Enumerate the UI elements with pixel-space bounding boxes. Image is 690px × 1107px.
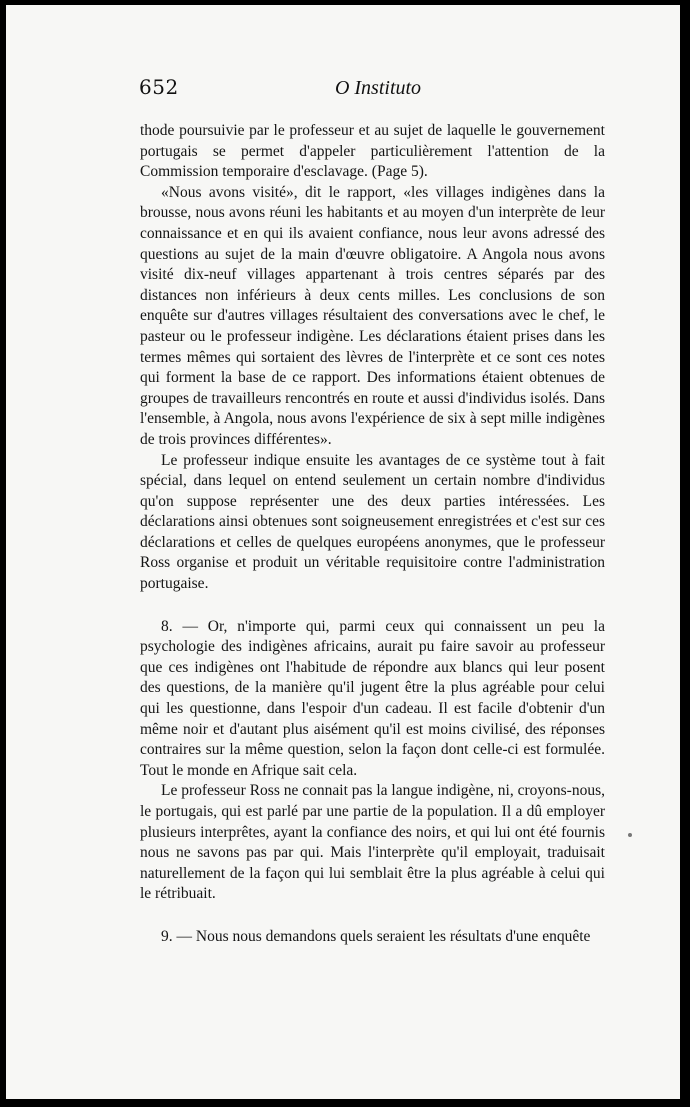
running-title: O Instituto [334,77,422,99]
paragraph-system-advantages: Le professeur indique ensuite les avantages de ce système tout à fait spécial, dans lequel on entend seulement un certain nombre d'individus qu'on suppose représenter une des deux parties intéressées. Les déclarations ainsi obtenues sont soigneusement enregistrées et c'est sur ces déclarations et celles de quelques européens anonymes, que le professeur Ross organise et produit un véritable requisitoire contre l'administration portugaise. [140,451,605,593]
paper-speck [628,833,632,837]
page-number: 652 [139,75,179,99]
document-page [6,5,680,1099]
paragraph-report-quote: «Nous avons visité», dit le rapport, «les villages indigènes dans la brousse, nous avons réuni les habitants et au moyen d'un interprète de leur connaissance et en qui ils avaient confiance, nous leur avons adressé des questions au sujet de la main d'œuvre obligatoire. A Angola nous avons visité dix-neuf villages appartenant à trois centres séparés par des distances non inférieurs à deux cents milles. Les conclusions de son enquête sur d'autres villages résultaient des conversations avec le chef, le pasteur ou le professeur indigène. Les déclarations étaient prises dans les termes mêmes qui sortaient des lèvres de l'interprète et ce sont ces notes qui forment la base de ce rapport. Des informations étaient obtenues de groupes de travailleurs rencontrés en route et aussi d'individus isolés. Dans l'ensemble, à Angola, nous avons l'expérience de six à sept mille indigènes de trois provinces différentes». [140,183,605,448]
paragraph-section-9: 9. — Nous nous demandons quels seraient les résultats d'une enquête [161,927,591,945]
page-header [6,75,680,105]
paragraph-section-8: 8. — Or, n'importe qui, parmi ceux qui connaissent un peu la psychologie des indigènes africains, aurait pu faire savoir au professeur que ces indigènes ont l'habitude de répondre aux blancs qui leur posent des questions, de la manière qu'il jugent être la plus agréable pour celui qui les questionne, dans l'espoir d'un cadeau. Il est facile d'obtenir d'un même noir et d'autant plus aisément qu'il est moins civilisé, des réponses contraires sur la même question, selon la façon dont celle-ci est formulée. Tout le monde en Afrique sait cela. [140,617,605,779]
paragraph-continuation: thode poursuivie par le professeur et au sujet de laquelle le gouvernement portugais se permet d'appeler particulièrement l'attention de la Commission temporaire d'esclavage. (Page 5). [140,122,605,181]
body-text [140,121,605,948]
paragraph-ross-language: Le professeur Ross ne connait pas la langue indigène, ni, croyons-nous, le portugais, qui est parlé par une partie de la population. Il a dû employer plusieurs interprêtes, ayant la confiance des noirs, et qui lui ont été fournis nous ne savons pas par qui. Mais l'interprète qu'il employait, traduisait naturellement de la façon qui lui semblait être la plus agréable à celui qui le rétribuait. [140,782,605,903]
